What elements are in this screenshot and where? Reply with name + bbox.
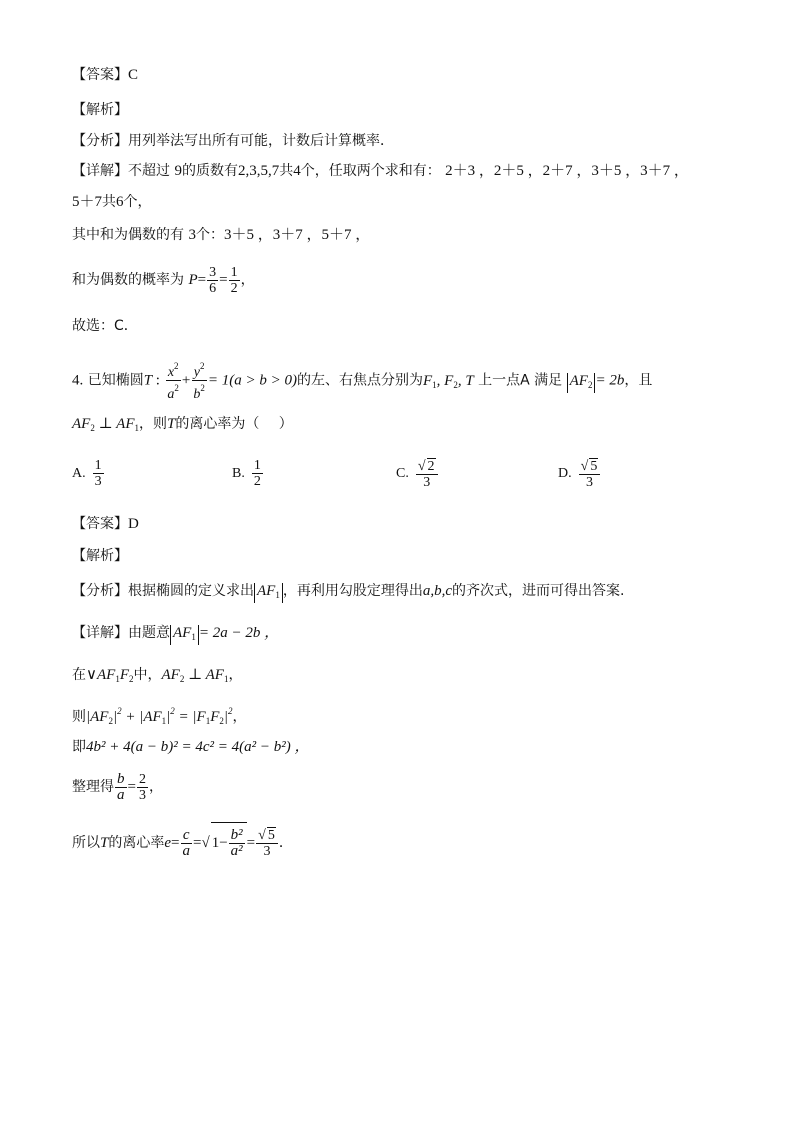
xiangjie-text: 的质数有 <box>181 163 238 179</box>
q4-xiangjie-line: 【详解】由题意 $AF_1 = 2a - 2b$ ， <box>72 624 279 645</box>
xiangjie-text: 由题意 <box>128 625 170 641</box>
q4-stem-line2: $AF_2$ ⊥ $AF_1$，则T的离心率为（ ） <box>72 416 293 433</box>
q4-triangle-line: 在$\vee AF_1F_2$中，$AF_2$ ⊥ $AF_1$， <box>72 667 243 684</box>
fraction: $\frac{1}{2}$ <box>230 264 238 296</box>
option-a[interactable]: A. $\frac{1}{3}$ <box>72 458 102 489</box>
xiangjie-label: 【详解】 <box>72 625 128 641</box>
q3-choose-line <box>72 317 138 335</box>
fenxi-text: 根据椭圆的定义求出 <box>128 583 254 599</box>
stem-text: 已知椭圆 <box>87 372 144 389</box>
fenxi-label: 【分析】 <box>72 133 128 149</box>
fenxi-label: 【分析】 <box>72 583 128 599</box>
q3-sums-line2 <box>72 193 152 211</box>
option-c[interactable]: C. $\frac{√ 2}{3}$ <box>396 458 439 490</box>
text: 个： <box>195 227 224 243</box>
count-3: 3 <box>188 227 196 243</box>
answer-label: 【答案】 <box>72 516 128 532</box>
even-list: 3＋5 ，3＋7 ，5＋7 ， <box>223 227 371 243</box>
fraction-y2-b2: $\frac{y^2}{b^2}$ <box>193 361 205 402</box>
stem-text: 上一点A 满足 <box>478 372 563 389</box>
vars-abc: a,b,c <box>422 583 452 599</box>
condition: = 1(a > b > 0) <box>207 372 297 389</box>
triangle-AF1F2: $\vee AF_1F_2$ <box>86 667 134 684</box>
q4-suoyi-line: 所以T的离心率e= $\frac{c}{a}$ =√ 1− $\frac{\text{b²}}{\text{a²}}$ = $\frac{√ 5}{3}$ ． <box>72 822 293 863</box>
q4-zhengli-line: 整理得 $\frac{b}{a}$ = $\frac{2}{3}$ ， <box>72 770 163 803</box>
answer-value: D <box>128 516 139 532</box>
xiangjie-text: 不超过 <box>128 163 170 179</box>
count-6: 6 <box>116 194 124 210</box>
count-4: 4 <box>293 163 301 179</box>
fraction-x2-a2: $\frac{x^2}{a^2}$ <box>167 361 179 402</box>
analysis-label: 【解析】 <box>72 548 128 564</box>
var-T: T <box>143 372 153 389</box>
abs-AF2: $AF_2$ <box>567 373 596 393</box>
text: 和为偶数的概率为 <box>72 272 184 288</box>
stem-text: 的左、右焦点分别为 <box>297 372 423 389</box>
xiangjie-label: 【详解】 <box>72 163 128 179</box>
sum-item: 5＋7 <box>72 194 103 210</box>
q4-stem-line1: 4. 已知椭圆T : $\frac{x^2}{a^2}$ + $\frac{y^2}{b^2}$ = 1(a > b > 0)的左、右焦点分别为$F_1$, $F_2$, T 上一点A 满足 $AF_2 = 2b$，且 <box>72 361 653 402</box>
q3-prob-line: 和为偶数的概率为 P= $\frac{3}{6}$ = $\frac{1}{2}$ ， <box>72 264 255 296</box>
q3-xiangjie-line <box>72 162 689 180</box>
sqrt-expr: 1− $\frac{\text{b²}}{\text{a²}}$ <box>211 822 247 863</box>
q3-analysis-label <box>72 101 128 119</box>
text: 其中和为偶数的有 <box>72 227 184 243</box>
equation: 4b² + 4(a − b)² = 4c² = 4(a² − b²) ， <box>86 739 310 755</box>
abs-AF1: $AF_1$ <box>254 583 283 603</box>
option-b[interactable]: B. $\frac{1}{2}$ <box>232 458 261 489</box>
sum-list: 2＋3 ，2＋5 ，2＋7 ，3＋5 ，3＋7 ， <box>445 163 689 179</box>
text: 个， <box>123 194 152 210</box>
question-number: 4. <box>72 372 84 389</box>
choose-text: 故选：C． <box>72 318 138 334</box>
q3-answer-line <box>72 66 138 84</box>
answer-label: 【答案】 <box>72 67 128 83</box>
text: 共 <box>102 194 117 210</box>
fenxi-text: 的齐次式，进而可得出答案. <box>452 583 625 599</box>
num-9: 9 <box>174 163 182 179</box>
option-d[interactable]: D. $\frac{√ 5}{3}$ <box>558 458 601 490</box>
var-P: P <box>188 272 198 288</box>
q4-fenxi-line <box>72 582 624 603</box>
answer-value: C <box>128 67 139 83</box>
fenxi-text: 用列举法写出所有可能，计数后计算概率． <box>128 133 394 149</box>
foci: $F_1$, $F_2$, T <box>423 372 474 390</box>
q4-pythagoras-line: 则$|AF_2|^2 + |AF_1|^2 = |F_1F_2|^2$， <box>72 706 247 726</box>
perp-statement: $AF_2$ ⊥ $AF_1$ <box>72 416 139 433</box>
xiangjie-text: 个，任取两个求和有： <box>300 163 441 179</box>
xiangjie-text: 共 <box>279 163 294 179</box>
q3-fenxi-line <box>72 132 394 150</box>
q4-ji-line: 即4b² + 4(a − b)² = 4c² = 4(a² − b²) ， <box>72 739 310 755</box>
q4-analysis-label <box>72 547 128 565</box>
prime-list: 2,3,5,7 <box>237 163 280 179</box>
q3-even-line <box>72 226 370 244</box>
analysis-label: 【解析】 <box>72 102 128 118</box>
q4-answer-line <box>72 515 139 533</box>
fraction: $\frac{3}{6}$ <box>209 264 217 296</box>
pythagoras-eq: $|AF_2|^2 + |AF_1|^2 = |F_1F_2|^2$ <box>86 706 233 726</box>
abs-AF1: $AF_1$ <box>170 625 199 645</box>
fenxi-text: ，再利用勾股定理得出 <box>282 583 423 599</box>
